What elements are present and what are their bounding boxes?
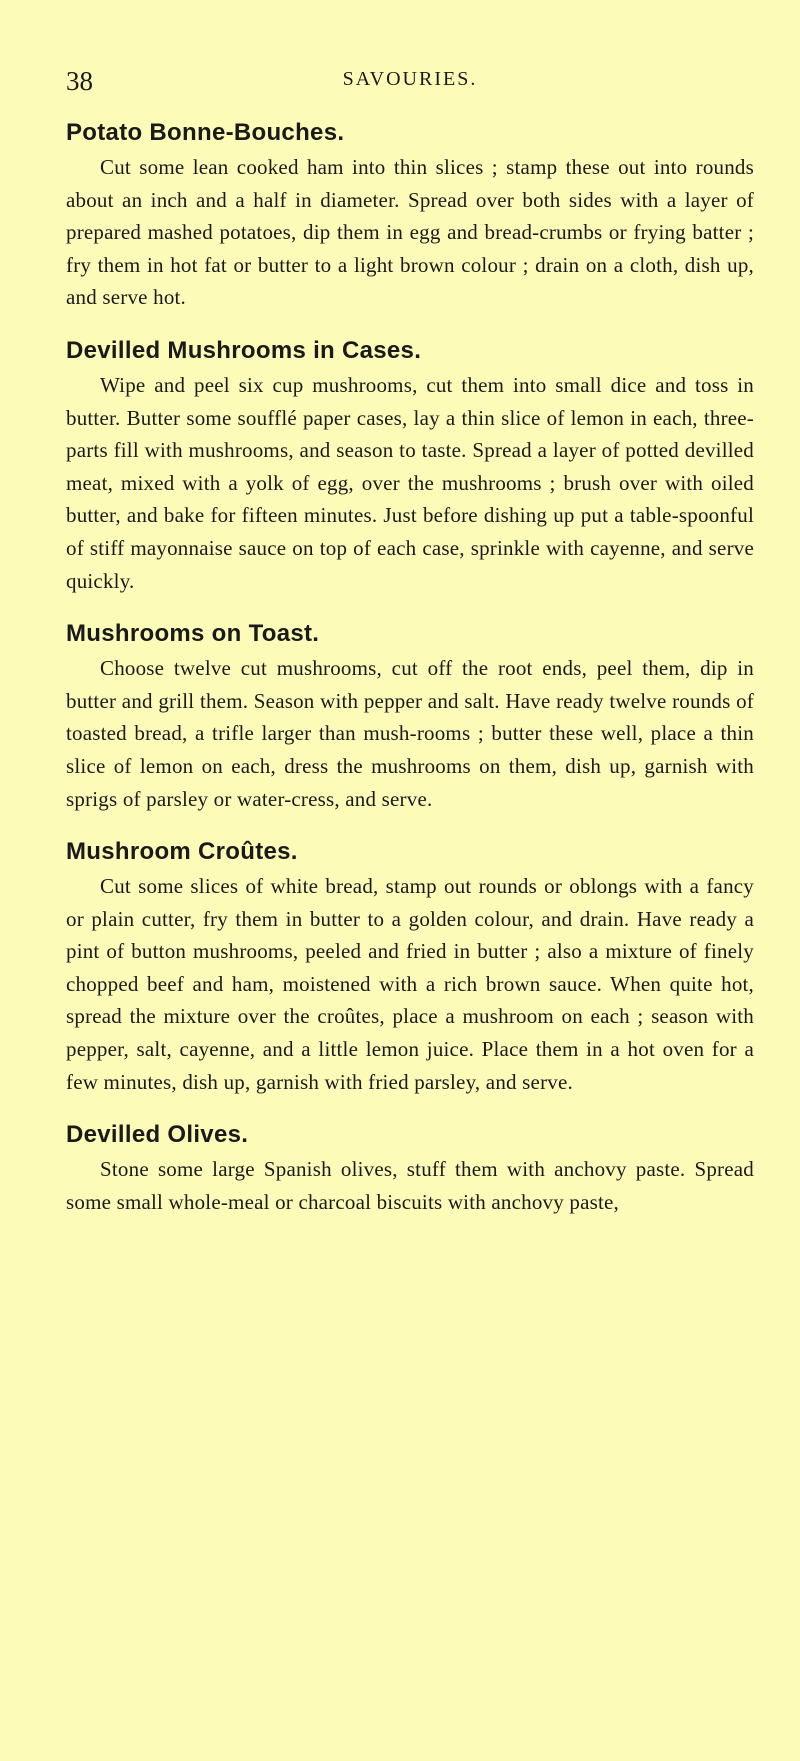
recipe-body: Cut some lean cooked ham into thin slices ; stamp these out into rounds about an inch and a half in diameter. Spread over both sides with a layer of prepared mashed potatoes, dip them in egg and bread-crumbs or frying batter ; fry them in hot fat or butter to a light brown colour ; drain on a cloth, dish up, and serve hot. [66, 155, 754, 310]
recipe-body: Choose twelve cut mushrooms, cut off the root ends, peel them, dip in butter and grill them. Season with pepper and salt. Have ready twelve rounds of toasted bread, a trifle larger than mush-rooms ; butter these well, place a thin slice of lemon on each, dress the mushrooms on them, dish up, garnish with sprigs of parsley or water-cress, and serve. [66, 656, 754, 811]
recipe-devilled-olives [66, 1120, 754, 1218]
recipe-title: Mushroom Croûtes. [66, 838, 298, 866]
recipe-body: Stone some large Spanish olives, stuff them with anchovy paste. Spread some small whole-meal or charcoal biscuits with anchovy paste, [66, 1157, 754, 1214]
section-title: SAVOURIES. [342, 68, 478, 90]
recipe-body: Wipe and peel six cup mushrooms, cut them into small dice and toss in butter. Butter some soufflé paper cases, lay a thin slice of lemon in each, three-parts fill with mushrooms, and season to taste. Spread a layer of potted devilled meat, mixed with a yolk of egg, over the mushrooms ; brush over with oiled butter, and bake for fifteen minutes. Just before dishing up put a table-spoonful of stiff mayonnaise sauce on top of each case, sprinkle with cayenne, and serve quickly. [66, 372, 754, 593]
page-number: 38 [66, 66, 93, 96]
recipe-mushrooms-on-toast [66, 619, 754, 815]
recipe-title: Mushrooms on Toast. [66, 620, 320, 648]
running-head [66, 66, 754, 100]
recipe-potato-bonne-bouches [66, 118, 754, 314]
recipe-devilled-mushrooms-in-cases [66, 336, 754, 597]
recipe-body: Cut some slices of white bread, stamp out rounds or oblongs with a fancy or plain cutter, fry them in butter to a golden colour, and drain. Have ready a pint of button mushrooms, peeled and fried in butter ; also a mixture of finely chopped beef and ham, moistened with a rich brown sauce. When quite hot, spread the mixture over the croûtes, place a mushroom on each ; season with pepper, salt, cayenne, and a little lemon juice. Place them in a hot oven for a few minutes, dish up, garnish with fried parsley, and serve. [66, 874, 754, 1094]
recipe-mushroom-croutes [66, 837, 754, 1098]
recipe-list [66, 118, 754, 1240]
recipe-title: Devilled Olives. [66, 1121, 249, 1149]
recipe-title: Devilled Mushrooms in Cases. [66, 336, 422, 364]
recipe-title: Potato Bonne-Bouches. [66, 119, 345, 146]
